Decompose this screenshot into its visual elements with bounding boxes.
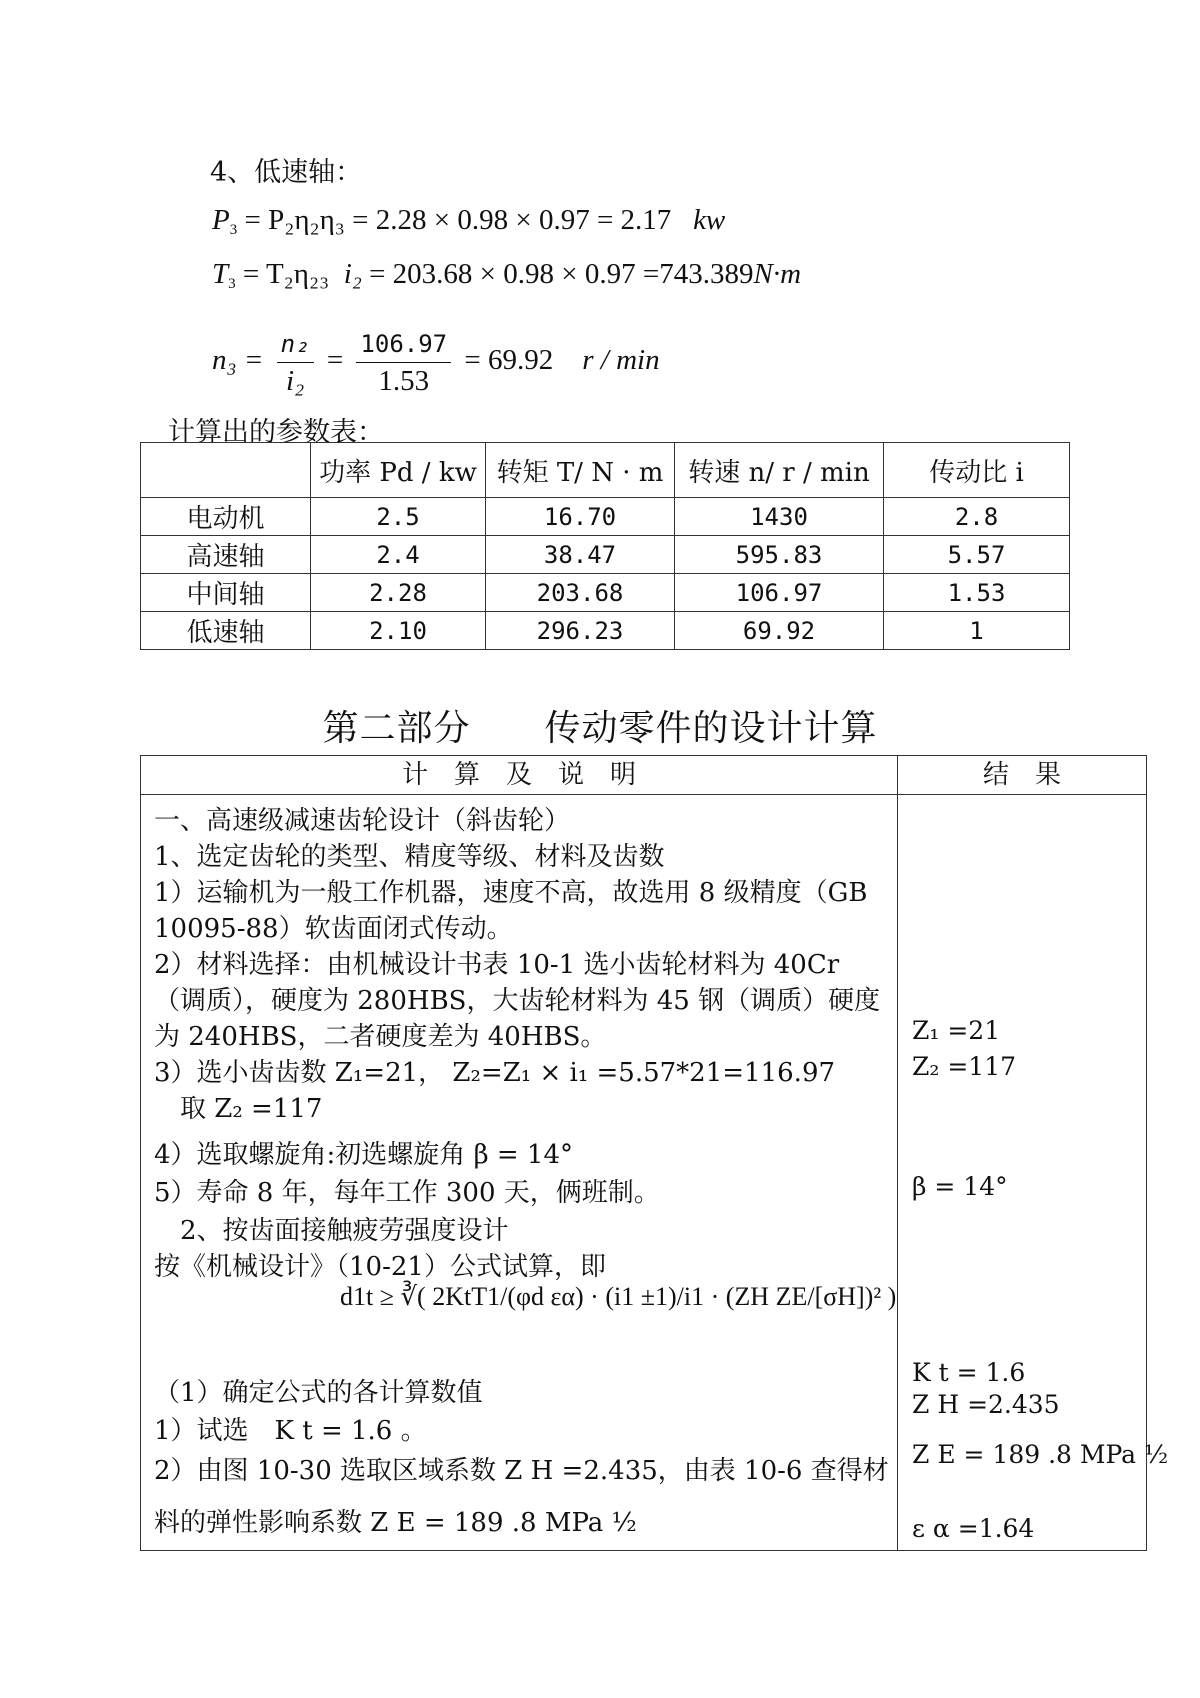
result-value: Z H =2.435 (912, 1390, 1060, 1419)
cell-ratio: 5.57 (884, 536, 1070, 574)
cell-power: 2.5 (311, 498, 486, 536)
result-value: Z₁ =21 (912, 1016, 1001, 1045)
header-cell: 功率 Pd / kw (311, 443, 486, 498)
table-caption: 计算出的参数表： (168, 417, 384, 448)
text-line: 一、高速级减速齿轮设计（斜齿轮） (154, 806, 571, 836)
eq-unit: N·m (753, 258, 802, 290)
eq-middle: = P₂η₂η₃ = 2.28 (244, 204, 427, 236)
result-value: Z₂ =117 (912, 1052, 1017, 1081)
eq-unit: kw (693, 204, 726, 236)
eq-sub: 3 (229, 222, 238, 238)
result-value: Z E = 189 .8 MPa ½ (912, 1440, 1169, 1469)
column-header-explanation: 计 算 及 说 明 (141, 756, 897, 795)
cell-speed: 106.97 (675, 574, 884, 612)
eq-sub: 3 (228, 276, 236, 292)
text-line: 2）由图 10-30 选取区域系数 Z H =2.435，由表 10-6 查得材 (154, 1456, 889, 1486)
text-line: 取 Z₂ =117 (154, 1094, 323, 1124)
row-label: 中间轴 (141, 574, 311, 612)
cell-torque: 203.68 (486, 574, 675, 612)
cell-torque: 38.47 (486, 536, 675, 574)
eq-ratio: i₂ (343, 258, 362, 290)
table-row (141, 574, 1070, 612)
row-label: 低速轴 (141, 612, 311, 650)
column-divider (897, 756, 898, 1550)
header-cell: 转速 n/ r / min (675, 443, 884, 498)
text-line: 1）运输机为一般工作机器，速度不高，故选用 8 级精度（GB (154, 878, 868, 908)
section-heading: 4、低速轴： (210, 157, 363, 188)
text-line: 按《机械设计》（10-21）公式试算，即 (154, 1252, 606, 1282)
cell-speed: 69.92 (675, 612, 884, 650)
eq-equals: = (326, 344, 344, 377)
text-line: 为 240HBS，二者硬度差为 40HBS。 (154, 1022, 607, 1052)
cell-ratio: 2.8 (884, 498, 1070, 536)
text-line: （1）确定公式的各计算数值 (154, 1378, 483, 1408)
cell-ratio: 1.53 (884, 574, 1070, 612)
cell-torque: 296.23 (486, 612, 675, 650)
eq-rhs: × 0.98 × 0.97 = 2.17 (433, 204, 672, 236)
result-value: ε α =1.64 (912, 1514, 1035, 1543)
text-line: 1）试选 K t = 1.6 。 (154, 1416, 427, 1446)
table-row (141, 498, 1070, 536)
text-line: 2）材料选择：由机械设计书表 10-1 选小齿轮材料为 40Cr (154, 950, 840, 980)
cell-power: 2.28 (311, 574, 486, 612)
equation-t3 (212, 258, 801, 293)
part-title: 第二部分 传动零件的设计计算 (322, 708, 878, 749)
text-line: 2、按齿面接触疲劳强度设计 (154, 1216, 509, 1246)
eq-middle: = T₂η₂₃ (242, 258, 330, 290)
cell-power: 2.10 (311, 612, 486, 650)
cell-ratio: 1 (884, 612, 1070, 650)
parameter-table (140, 442, 1070, 650)
result-value: β = 14° (912, 1172, 1008, 1201)
header-cell: 传动比 i (884, 443, 1070, 498)
eq-symbol: T (212, 258, 229, 290)
table-header-row (141, 443, 1070, 498)
header-cell: 转矩 T/ N · m (486, 443, 675, 498)
text-line: 3）选小齿齿数 Z₁=21， Z₂=Z₁ × i₁ =5.57*21=116.97 (154, 1058, 836, 1088)
text-line: 10095-88）软齿面闭式传动。 (154, 914, 513, 944)
fraction-n2-i2: $\frac{\text{n₂}}{\text{i₂}}$ (277, 326, 314, 399)
eq-rhs: = 203.68 × 0.98 × 0.97 =743.389 (369, 258, 754, 290)
cell-speed: 595.83 (675, 536, 884, 574)
row-label: 高速轴 (141, 536, 311, 574)
equation-n3 (212, 326, 660, 399)
cell-speed: 1430 (675, 498, 884, 536)
cell-power: 2.4 (311, 536, 486, 574)
text-line: 4）选取螺旋角:初选螺旋角 β = 14° (154, 1140, 573, 1170)
eq-result: = 69.92 (464, 344, 554, 377)
eq-symbol: P (212, 204, 230, 236)
cell-torque: 16.70 (486, 498, 675, 536)
contact-fatigue-formula: d1t ≥ ∛( 2KtT1/(φd εα) · (i1 ±1)/i1 · (ZH ZE/[σH])² ) (340, 1282, 897, 1311)
fraction-values: $\frac{106.97}{1.53}$ (356, 326, 451, 399)
text-line: 5）寿命 8 年，每年工作 300 天，俩班制。 (154, 1178, 660, 1208)
table-row (141, 536, 1070, 574)
equation-p3 (212, 204, 725, 239)
text-line: 料的弹性影响系数 Z E = 189 .8 MPa ½ (154, 1508, 637, 1538)
result-value: K t = 1.6 (912, 1358, 1026, 1387)
header-cell (141, 443, 311, 498)
text-line: （调质），硬度为 280HBS，大齿轮材料为 45 钢（调质）硬度 (154, 986, 881, 1016)
eq-unit: r / min (582, 344, 660, 377)
column-header-result: 结 果 (898, 756, 1146, 795)
table-row (141, 612, 1070, 650)
text-line: 1、选定齿轮的类型、精度等级、材料及齿数 (154, 842, 665, 872)
row-label: 电动机 (141, 498, 311, 536)
eq-symbol: n₃ = (212, 344, 264, 377)
